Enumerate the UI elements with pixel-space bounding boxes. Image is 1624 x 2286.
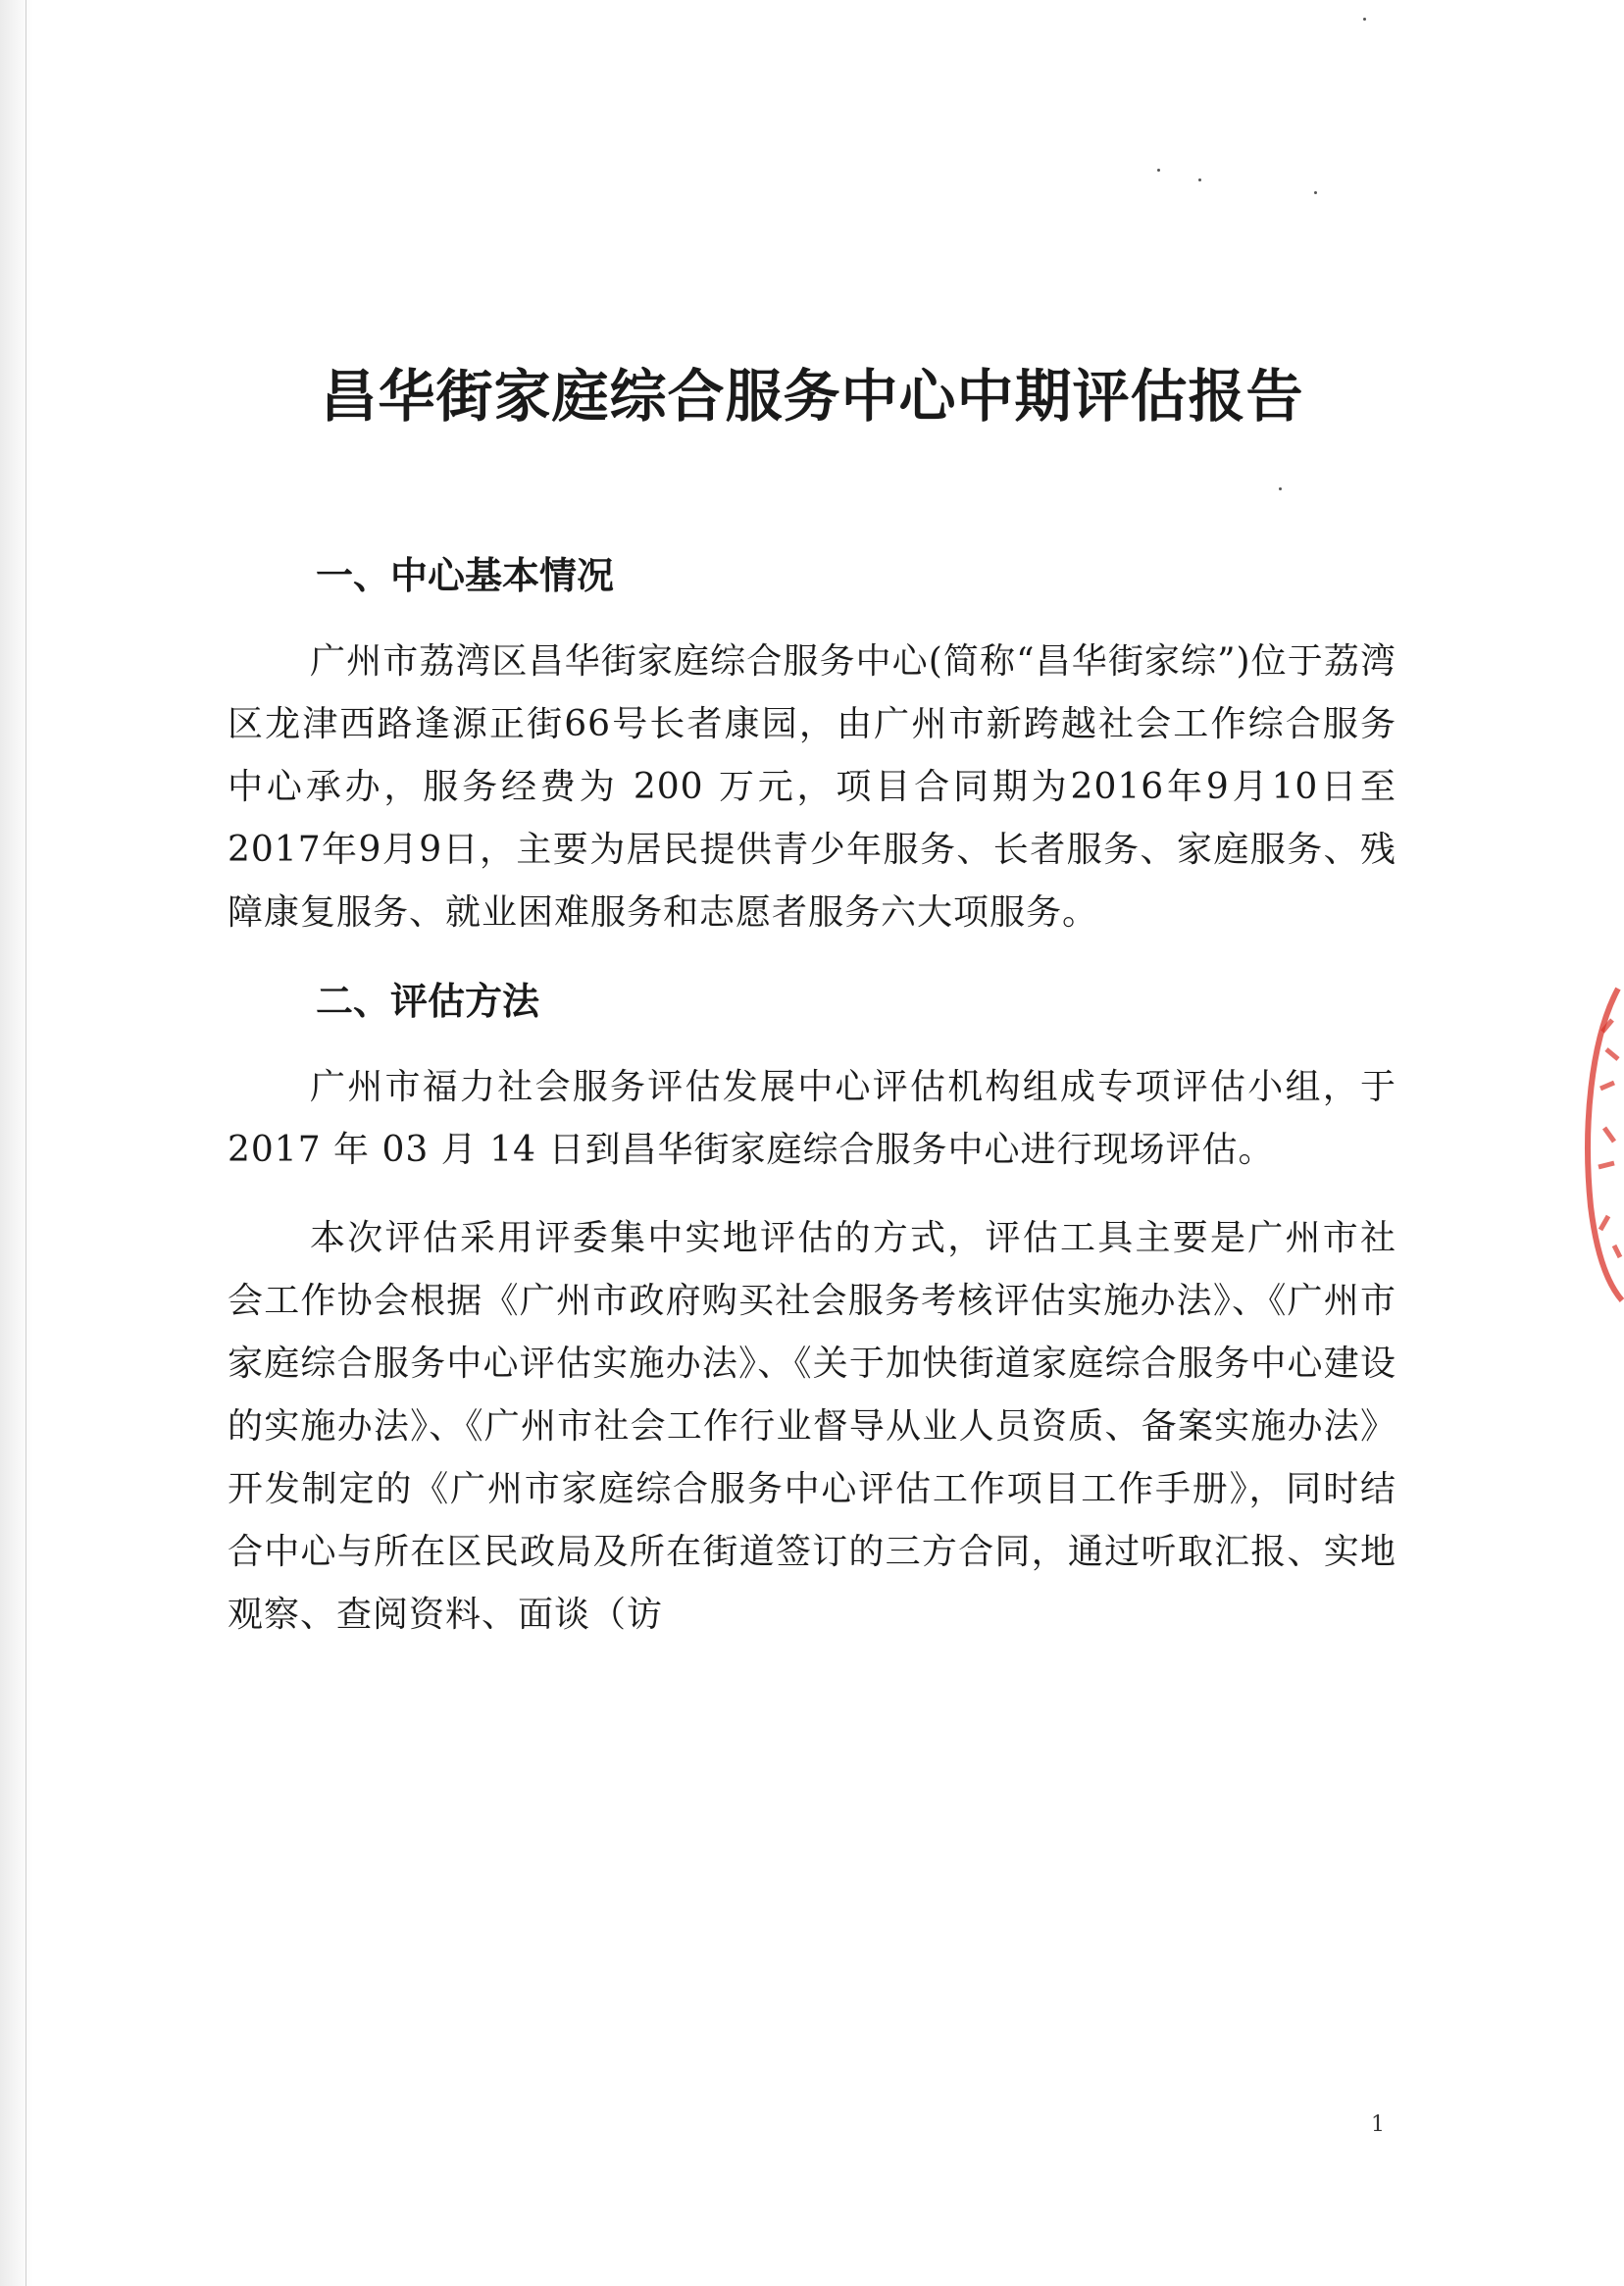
- page-fold-line: [25, 0, 26, 2286]
- scan-speck: [1198, 178, 1201, 181]
- scan-speck: [1314, 191, 1317, 194]
- scan-speck: [1157, 169, 1160, 172]
- paragraph-method-team: 广州市福力社会服务评估发展中心评估机构组成专项评估小组，于 2017 年 03 月 14 日到昌华街家庭综合服务中心进行现场评估。: [228, 1067, 1396, 1170]
- scan-speck: [1279, 487, 1282, 490]
- page-edge-shadow: [0, 0, 33, 2286]
- section-heading-method: 二、评估方法: [316, 980, 540, 1023]
- document-body: [228, 544, 1396, 1672]
- red-seal-fragment-icon: [1561, 981, 1624, 1304]
- document-title: 昌华街家庭综合服务中心中期评估报告: [320, 363, 1304, 430]
- scan-speck: [1363, 18, 1366, 21]
- section-heading-basic-info: 一、中心基本情况: [316, 554, 615, 597]
- paragraph-method-tools: 本次评估采用评委集中实地评估的方式，评估工具主要是广州市社会工作协会根据《广州市政府购买社会服务考核评估实施办法》、《广州市家庭综合服务中心评估实施办法》、《关于加快街道家庭综合服务中心建设的实施办法》、《广州市社会工作行业督导从业人员资质、备案实施办法》开发制定的《广州市家庭综合服务中心评估工作项目工作手册》，同时结合中心与所在区民政局及所在街道签订的三方合同，通过听取汇报、实地观察、查阅资料、面谈（访: [228, 1218, 1396, 1635]
- page-number: 1: [1371, 2112, 1385, 2137]
- paragraph-basic-info: 广州市荔湾区昌华街家庭综合服务中心(简称“昌华街家综”)位于荔湾区龙津西路逢源正街66号长者康园，由广州市新跨越社会工作综合服务中心承办，服务经费为 200 万元，项目合同期为2016年9月10日至2017年9月9日，主要为居民提供青少年服务、长者服务、家庭服务、残障康复服务、就业困难服务和志愿者服务六大项服务。: [228, 641, 1396, 933]
